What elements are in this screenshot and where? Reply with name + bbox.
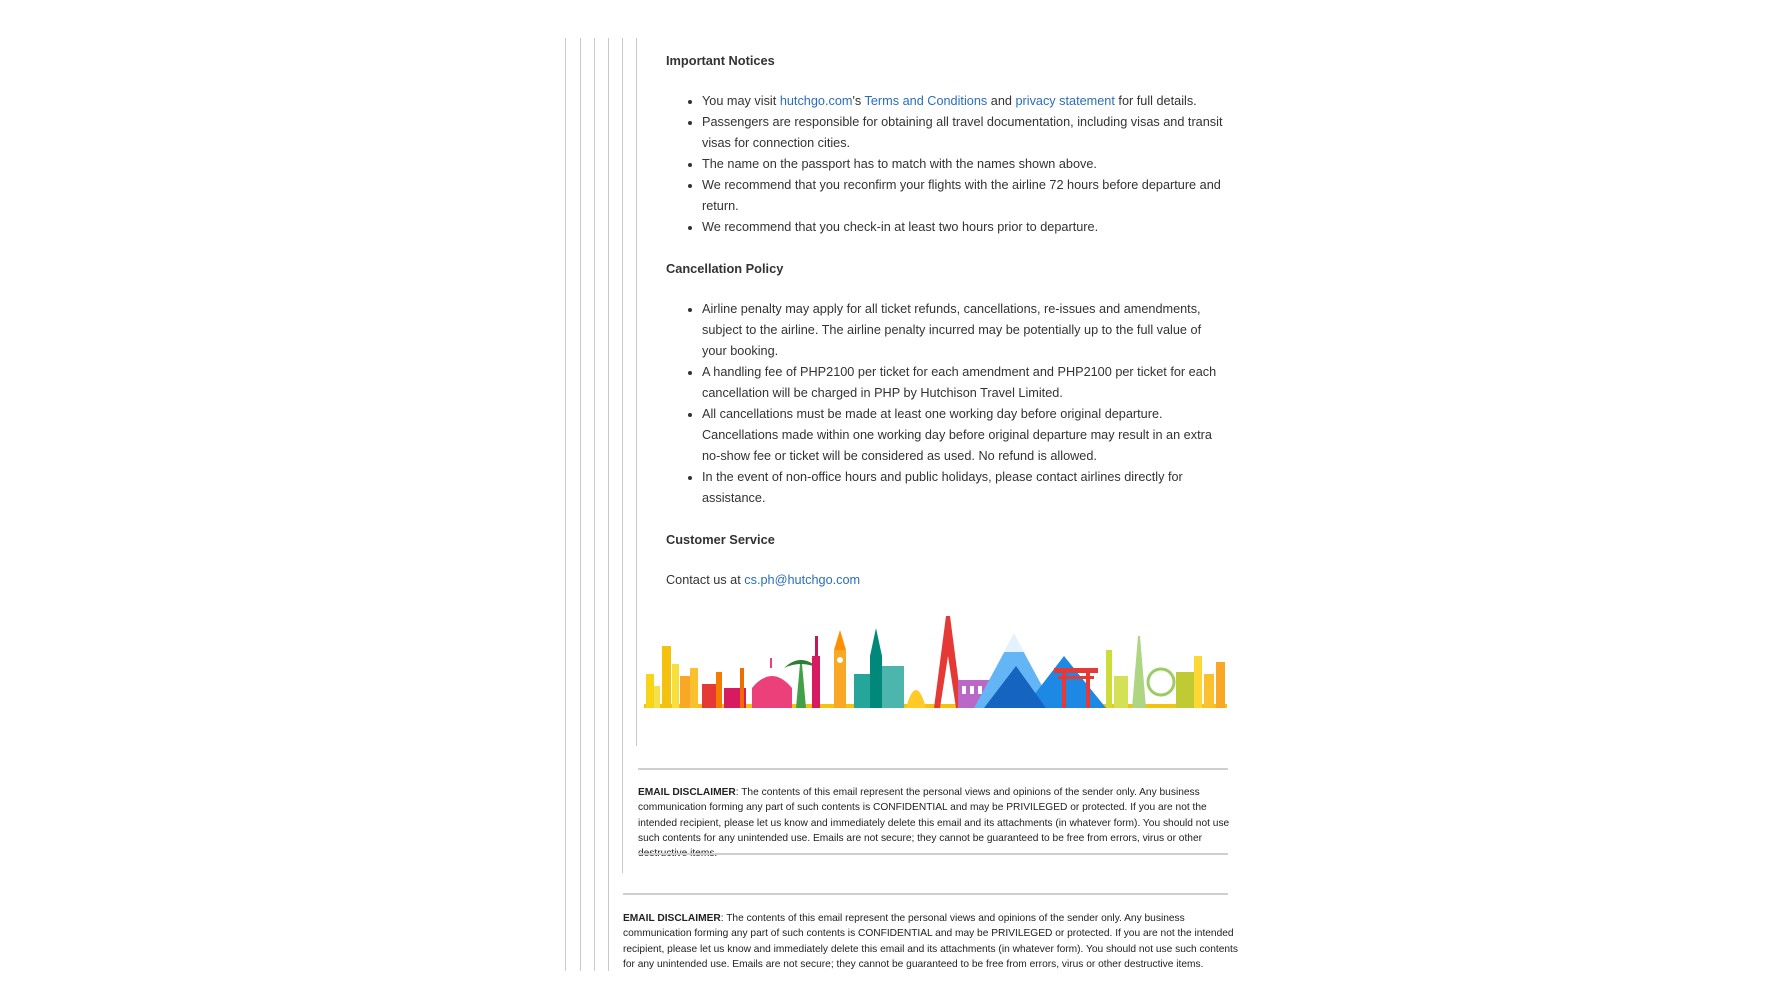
notice-text: and bbox=[987, 94, 1016, 108]
email-body bbox=[666, 50, 1226, 591]
important-notices-list bbox=[666, 91, 1226, 238]
quote-line-5 bbox=[622, 38, 623, 873]
list-item bbox=[702, 91, 1226, 112]
notice-text: for full details. bbox=[1114, 94, 1197, 108]
email-link[interactable]: cs.ph@hutchgo.com bbox=[744, 573, 861, 587]
travel-skyline-banner bbox=[644, 616, 1227, 708]
privacy-link[interactable]: privacy statement bbox=[1015, 94, 1115, 108]
list-item: • In the event of non-office hours and public holidays, please contact airlines directly for assistance. bbox=[702, 467, 1226, 509]
list-item: • We recommend that you check-in at least two hours prior to departure. bbox=[702, 217, 1226, 238]
quote-line-3 bbox=[594, 38, 595, 971]
list-item: • All cancellations must be made at least one working day before original departure. Cancellations made within one working day before original departure may result in an extra no-show fee or ticket will be considered as used. No refund is allowed. bbox=[702, 404, 1226, 467]
list-item: • We recommend that you reconfirm your flights with the airline 72 hours before departure and return. bbox=[702, 175, 1226, 217]
disclaimer-label: EMAIL DISCLAIMER bbox=[638, 787, 736, 798]
email-disclaimer-1 bbox=[638, 785, 1238, 861]
list-item: • Passengers are responsible for obtaining all travel documentation, including visas and transit visas for connection cities. bbox=[702, 112, 1226, 154]
terms-link[interactable]: Terms and Conditions bbox=[864, 94, 988, 108]
quote-line-1 bbox=[565, 38, 566, 971]
important-notices-heading: Important Notices bbox=[666, 53, 775, 68]
list-item: • A handling fee of PHP2100 per ticket for each amendment and PHP2100 per ticket for each cancellation will be charged in PHP by Hutchison Travel Limited. bbox=[702, 362, 1226, 404]
contact-line bbox=[666, 570, 1226, 591]
quote-line-6 bbox=[636, 38, 637, 746]
notice-text: 's bbox=[852, 94, 865, 108]
disclaimer-text: : The contents of this email represent the personal views and opinions of the sender only. Any business communication forming any part of such contents is CONFIDENTIAL and may be PRIVILEGED or protected. If you are not the intended recipient, please let us know and immediately delete this email and its attachments (in whatever form). You should not use such contents for any unintended use. Emails are not secure; they cannot be guaranteed to be free from errors, virus or other destructive items. bbox=[623, 913, 1238, 970]
notice-text: You may visit bbox=[702, 94, 780, 108]
disclaimer-divider-top bbox=[638, 768, 1228, 770]
cancellation-policy-heading: Cancellation Policy bbox=[666, 261, 784, 276]
cancellation-policy-list bbox=[666, 299, 1226, 509]
list-item: • Airline penalty may apply for all ticket refunds, cancellations, re-issues and amendments, subject to the airline. The airline penalty incurred may be potentially up to the full value of your booking. bbox=[702, 299, 1226, 362]
email-disclaimer-2 bbox=[623, 911, 1241, 972]
hutchgo-link[interactable]: hutchgo.com bbox=[779, 94, 853, 108]
quote-line-4 bbox=[608, 38, 609, 971]
disclaimer-text: : The contents of this email represent the personal views and opinions of the sender only. Any business communication forming any part of such contents is CONFIDENTIAL and may be PRIVILEGED or protected. If you are not the intended recipient, please let us know and immediately delete this email and its attachments (in whatever form). You should not use such contents for any unintended use. Emails are not secure; they cannot be guaranteed to be free from errors, virus or other bbox=[638, 787, 1230, 844]
quote-line-2 bbox=[580, 38, 581, 971]
disclaimer-label: EMAIL DISCLAIMER bbox=[623, 913, 721, 924]
disclaimer-divider-top-2 bbox=[623, 893, 1228, 895]
list-item: • The name on the passport has to match with the names shown above. bbox=[702, 154, 1226, 175]
customer-service-heading: Customer Service bbox=[666, 532, 775, 547]
contact-text: Contact us at bbox=[666, 573, 745, 587]
disclaimer-divider-bottom bbox=[638, 853, 1228, 855]
